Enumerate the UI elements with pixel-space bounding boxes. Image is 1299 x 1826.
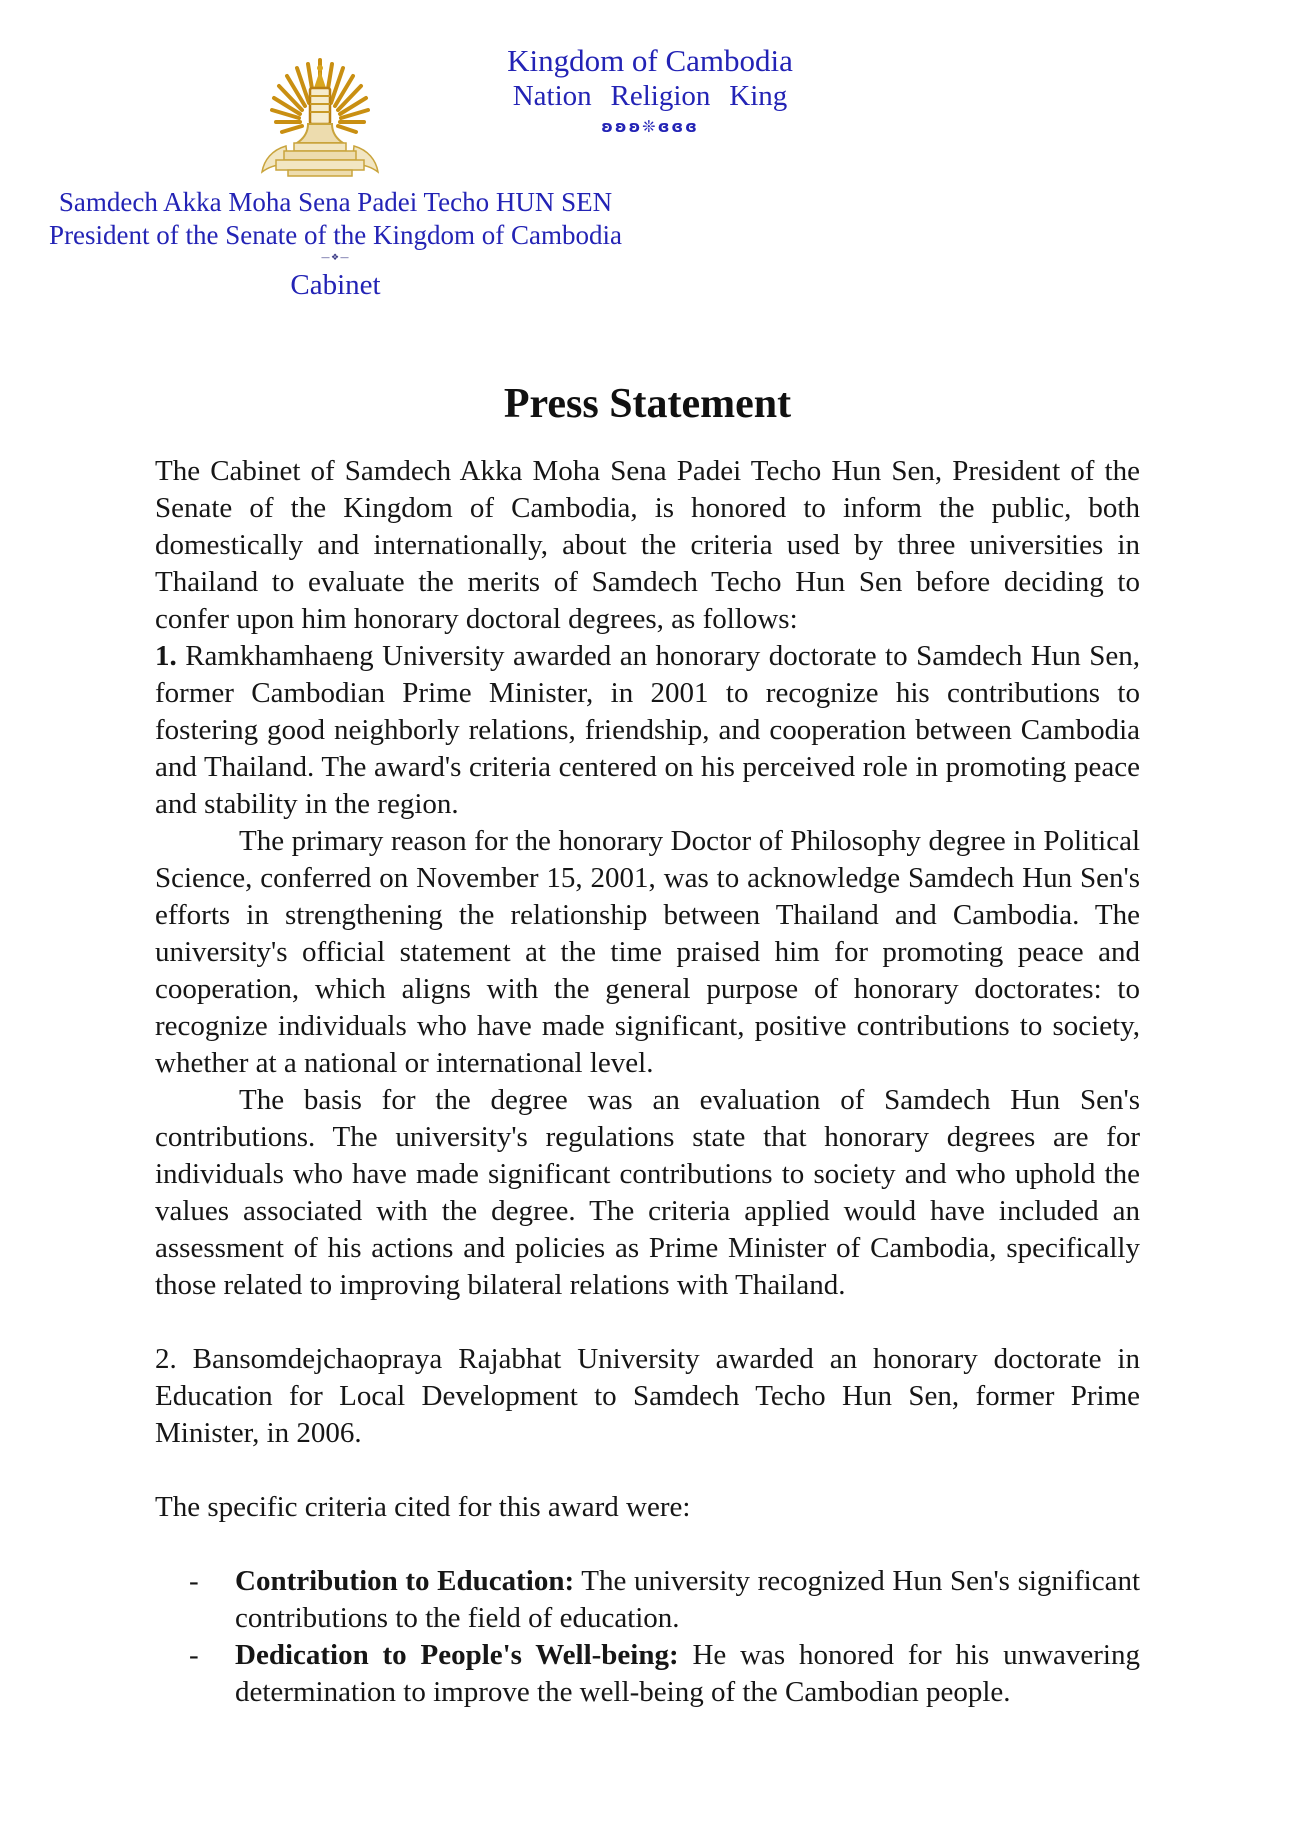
bullet-text: He was honored for his unwavering determination to improve the well-being of the Cambodian people. bbox=[235, 1639, 1140, 1708]
paragraph: The specific criteria cited for this award were: bbox=[155, 1491, 691, 1523]
small-divider-ornament: —❖— bbox=[320, 253, 351, 263]
paragraph bbox=[155, 638, 1140, 823]
paragraph: The basis for the degree was an evaluation of Samdech Hun Sen's contributions. The university's regulations state that honorary degrees are for individuals who have made significant contributions to society and who uphold the values associated with the degree. The criteria applied would have included an assessment of his actions and policies as Prime Minister of Cambodia, specifically those related to improving bilateral relations with Thailand. bbox=[155, 1084, 1140, 1301]
list-item bbox=[155, 1563, 1140, 1637]
paragraph: The primary reason for the honorary Doctor of Philosophy degree in Political Science, conferred on November 15, 2001, was to acknowledge Samdech Hun Sen's efforts in strengthening the relationship between Thailand and Cambodia. The university's official statement at the time praised him for promoting peace and cooperation, which aligns with the general purpose of honorary doctorates: to recognize individuals who have made significant, positive contributions to society, whether at a national or international level. bbox=[155, 825, 1140, 1079]
bullet-label: Dedication to People's Well-being: bbox=[235, 1639, 679, 1671]
kingdom-line: Kingdom of Cambodia bbox=[507, 43, 793, 78]
royal-arms-emblem-icon bbox=[252, 54, 388, 188]
document-body bbox=[155, 380, 1140, 1711]
list-item bbox=[155, 1637, 1140, 1711]
khmer-ornament-divider: ʚʚʚ❊ɞɞɞ bbox=[601, 117, 699, 136]
motto-line: Nation Religion King bbox=[512, 80, 788, 112]
office-label: Cabinet bbox=[290, 269, 381, 301]
document-title: Press Statement bbox=[503, 381, 792, 427]
crest-text-block bbox=[420, 42, 880, 138]
paragraph-lead: 1. bbox=[155, 640, 177, 672]
bullet-text: The university recognized Hun Sen's significant contributions to the field of education. bbox=[235, 1565, 1141, 1634]
bullet-dash-marker: - bbox=[189, 1565, 199, 1597]
bullet-label: Contribution to Education: bbox=[235, 1565, 575, 1597]
paragraphs-container bbox=[155, 453, 1140, 1526]
sender-block bbox=[28, 186, 643, 301]
letterhead bbox=[0, 0, 1299, 312]
sender-name: Samdech Akka Moha Sena Padei Techo HUN SEN bbox=[58, 187, 613, 217]
paragraph: 2. Bansomdejchaopraya Rajabhat University awarded an honorary doctorate in Education for Local Development to Samdech Techo Hun Sen, former Prime Minister, in 2006. bbox=[155, 1343, 1140, 1449]
criteria-list bbox=[155, 1563, 1140, 1711]
paragraph-text: Ramkhamhaeng University awarded an honorary doctorate to Samdech Hun Sen, former Cambodian Prime Minister, in 2001 to recognize his contributions to fostering good neighborly relations, friendship, and cooperation between Cambodia and Thailand. The award's criteria centered on his perceived role in promoting peace and stability in the region. bbox=[155, 640, 1140, 820]
bullet-dash-marker: - bbox=[189, 1639, 199, 1671]
paragraph: The Cabinet of Samdech Akka Moha Sena Padei Techo Hun Sen, President of the Senate of the Kingdom of Cambodia, is honored to inform the public, both domestically and internationally, about the criteria used by three universities in Thailand to evaluate the merits of Samdech Techo Hun Sen before deciding to confer upon him honorary doctoral degrees, as follows: bbox=[155, 455, 1140, 635]
sender-title: President of the Senate of the Kingdom of Cambodia bbox=[49, 220, 622, 250]
